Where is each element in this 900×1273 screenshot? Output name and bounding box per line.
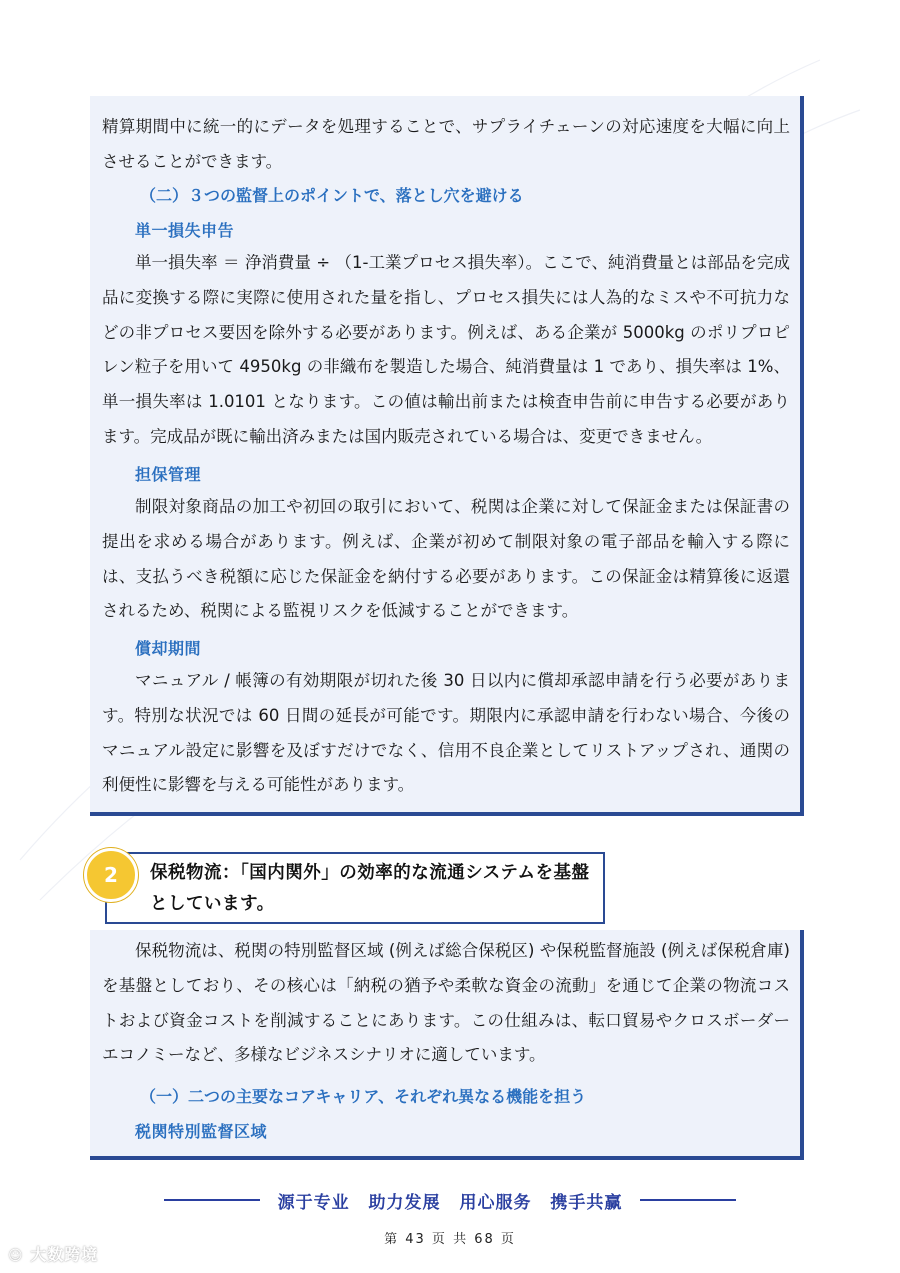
section-2-panel xyxy=(90,930,804,1160)
subheading-special-zone: 税関特別監督区域 xyxy=(135,1122,268,1141)
subsection-heading-2: （一）二つの主要なコアキャリア、それぞれ異なる機能を担う xyxy=(140,1087,587,1106)
section-number-badge: 2 xyxy=(84,848,138,902)
subheading-guarantee: 担保管理 xyxy=(135,465,202,484)
paragraph-bonded-logistics: 保税物流は、税関の特別監督区域 (例えば総合保税区) や保税監督施設 (例えば保税倉庫) を基盤としており、その核心は「納税の猶予や柔軟な資金の流動」を通じて企業の物流コストおよび資金コストを削減することにあります。この仕組みは、転口貿易やクロスボーダーエコノミーなど、多様なビジネスシナリオに適しています。 xyxy=(102,941,790,1065)
smile-logo-icon: ☺ xyxy=(8,1248,24,1264)
motto-line-right xyxy=(640,1199,736,1201)
motto-line-left xyxy=(164,1199,260,1201)
section-2-title: 保税物流：「国内関外」の効率的な流通システムを基盤としています。 xyxy=(150,863,590,914)
paragraph-guarantee: 制限対象商品の加工や初回の取引において、税関は企業に対して保証金または保証書の提出を求める場合があります。例えば、企業が初めて制限対象の電子部品を輸入する際には、支払うべき税額に応じた保証金を納付する必要があります。この保証金は精算後に返還されるため、税関による監視リスクを低減することができます。 xyxy=(102,497,790,621)
motto-text: 源于专业 助力发展 用心服务 携手共赢 xyxy=(277,1192,623,1213)
section-1-panel xyxy=(90,96,804,816)
paragraph-write-off: マニュアル / 帳簿の有効期限が切れた後 30 日以内に償却承認申請を行う必要があります。特別な状況では 60 日間の延長が可能です。期限内に承認申請を行わない場合、今後のマニュアル設定に影響を及ぼすだけでなく、信用不良企業としてリストアップされ、通関の利便性に影響を与える可能性があります。 xyxy=(102,671,790,795)
brand-logo-text: 大数跨境 xyxy=(30,1245,99,1264)
footer-motto xyxy=(0,1185,900,1215)
subheading-single-loss: 単一損失申告 xyxy=(135,221,235,240)
page-number: 第 43 页 共 68 页 xyxy=(384,1232,516,1247)
paragraph-single-loss: 単一損失率 ＝ 浄消費量 ÷ （1-工業プロセス損失率）。ここで、純消費量とは部品を完成品に変換する際に実際に使用された量を指し、プロセス損失には人為的なミスや不可抗力などの非プロセス要因を除外する必要があります。例えば、ある企業が 5000kg のポリプロピレン粒子を用いて 4950kg の非織布を製造した場合、純消費量は 1 であり、損失率は 1%、単一損失率は 1.0101 となります。この値は輸出前または検査申告前に申告する必要があります。完成品が既に輸出済みまたは国内販売されている場合は、変更できません。 xyxy=(102,253,790,446)
subheading-write-off: 償却期間 xyxy=(135,639,202,658)
brand-logo xyxy=(8,1242,98,1265)
paragraph-intro: 精算期間中に統一的にデータを処理することで、サプライチェーンの対応速度を大幅に向上させることができます。 xyxy=(102,117,790,171)
subsection-heading: （二）３つの監督上のポイントで、落とし穴を避ける xyxy=(140,186,524,205)
